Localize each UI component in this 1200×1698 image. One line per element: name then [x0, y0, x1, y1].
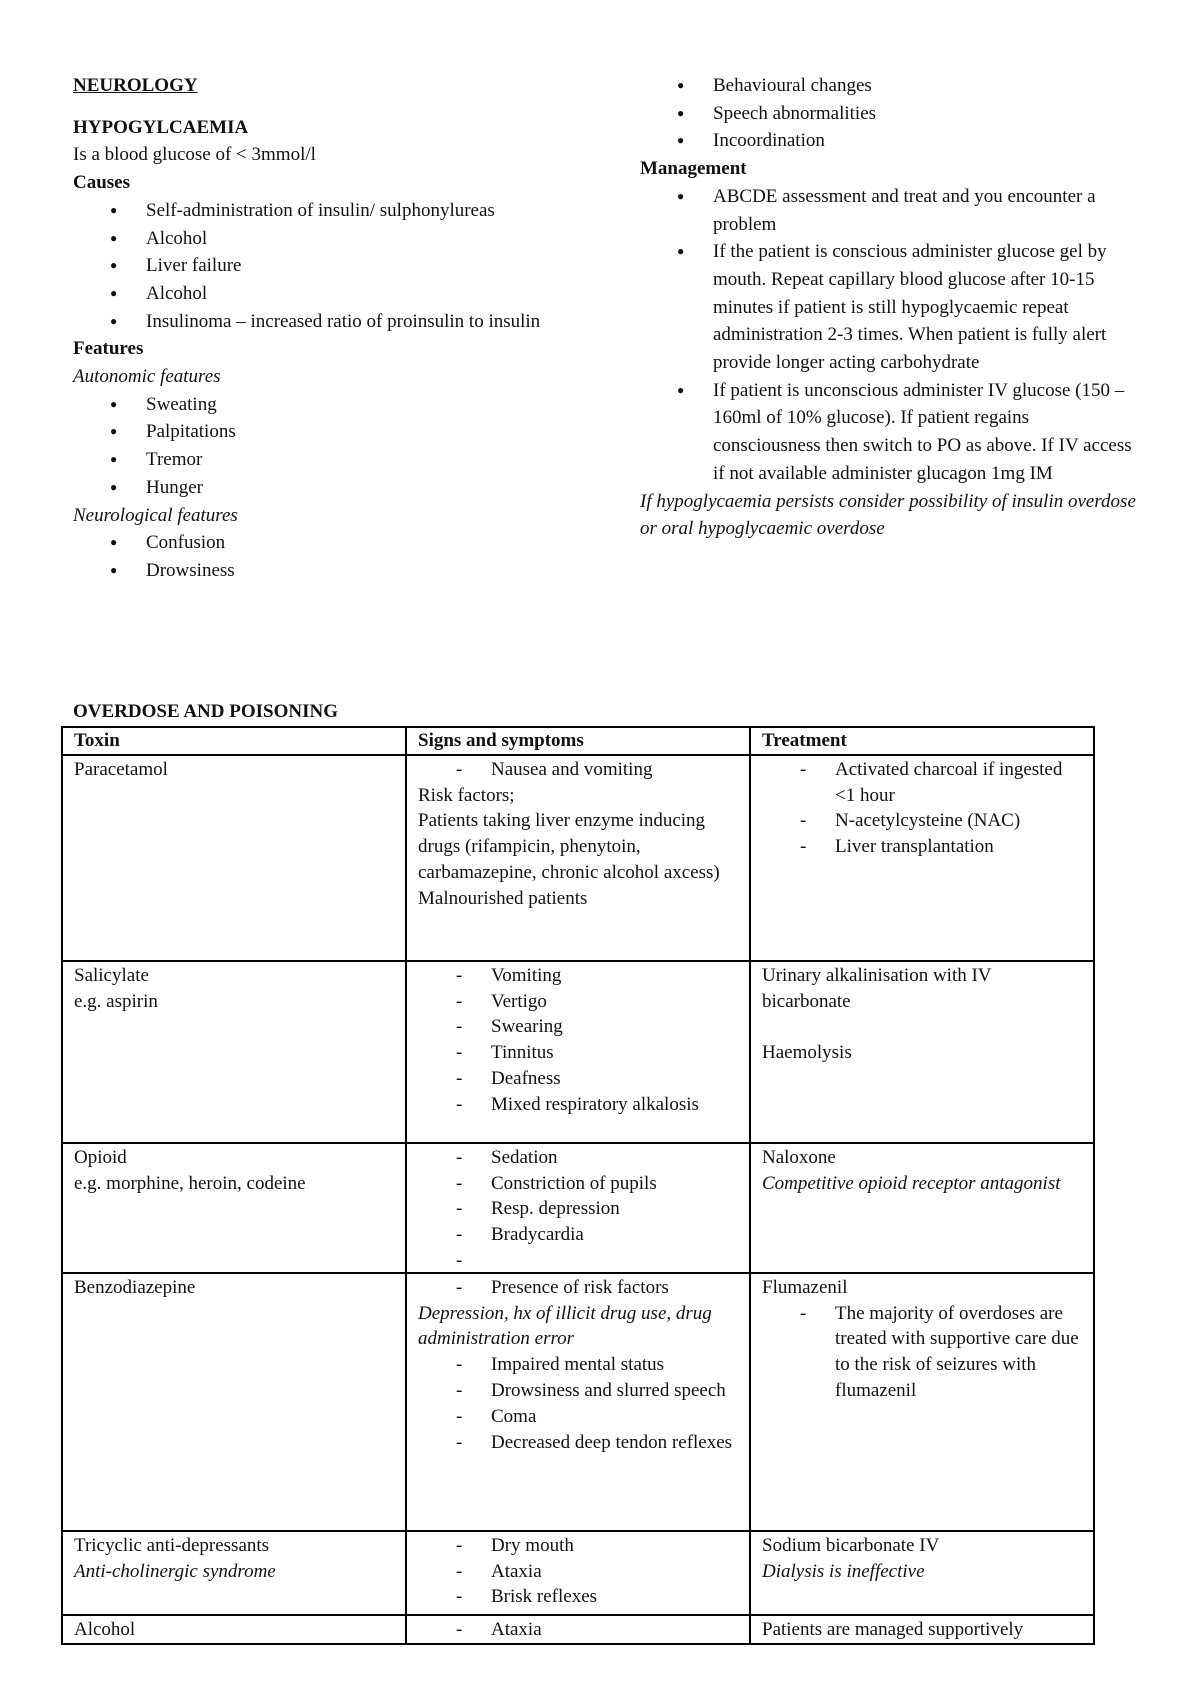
list-item: ● If patient is unconscious administer IV glucose (150 – 160ml of 10% glucose). If patient regains consciousness then switch to PO as above. If IV access if not available administer glucagon 1mg IM [640, 377, 1140, 488]
treatment-cell [750, 755, 1094, 961]
table-row [62, 1531, 1094, 1615]
signs-cell [406, 961, 750, 1143]
list-item: - Vertigo [418, 989, 739, 1015]
features-label: Features [73, 338, 144, 360]
list-item: - Constriction of pupils [418, 1171, 739, 1197]
causes-list [73, 197, 573, 336]
left-column [73, 72, 573, 585]
list-item: - Dry mouth [418, 1533, 739, 1559]
treatment-text: Naloxone [762, 1146, 836, 1168]
toxin-cell [62, 1531, 406, 1615]
list-item: - Drowsiness and slurred speech [418, 1378, 739, 1404]
list-item: ● Insulinoma – increased ratio of proinsulin to insulin [73, 308, 573, 336]
list-item: - Activated charcoal if ingested <1 hour [762, 757, 1083, 809]
toxin-cell [62, 755, 406, 961]
treatment-text: Haemolysis [762, 1042, 852, 1064]
toxin-cell [62, 961, 406, 1143]
treatment-note: Competitive opioid receptor antagonist [762, 1172, 1061, 1194]
list-item: - Bradycardia [418, 1222, 739, 1248]
list-item: ● If the patient is conscious administer glucose gel by mouth. Repeat capillary blood glucose after 10-15 minutes if patient is still hypoglycaemic repeat administration 2-3 times. When patient is fully alert provide longer acting carbohydrate [640, 238, 1140, 377]
section-heading-overdose: OVERDOSE AND POISONING [73, 701, 338, 722]
list-item: - Ataxia [418, 1559, 739, 1585]
treatment-text: Flumazenil [762, 1276, 848, 1298]
risk-note: Depression, hx of illicit drug use, drug administration error [418, 1302, 712, 1350]
list-item: - Liver transplantation [762, 834, 1083, 860]
autonomic-label: Autonomic features [73, 366, 221, 388]
section-heading-neurology: NEUROLOGY [73, 75, 198, 96]
signs-list [418, 1145, 739, 1267]
list-item: - Deafness [418, 1066, 739, 1092]
risk-label: Risk factors; [418, 784, 515, 806]
table-row [62, 1143, 1094, 1273]
toxin-cell [62, 1615, 406, 1644]
signs-list [418, 1533, 739, 1610]
list-item: ● Incoordination [640, 127, 1140, 155]
list-item: ● Self-administration of insulin/ sulphonylureas [73, 197, 573, 225]
list-item: - Resp. depression [418, 1196, 739, 1222]
treatment-text: Patients are managed supportively [762, 1619, 1024, 1641]
list-item: ● Liver failure [73, 252, 573, 280]
risk-text: Patients taking liver enzyme inducing drugs (rifampicin, phenytoin, carbamazepine, chronic alcohol axcess) [418, 810, 720, 883]
treatment-cell [750, 1273, 1094, 1531]
toxin-name: Opioid [74, 1146, 127, 1168]
toxin-cell [62, 1143, 406, 1273]
list-item: ● Alcohol [73, 225, 573, 253]
treatment-cell [750, 1143, 1094, 1273]
persistence-note: If hypoglycaemia persists consider possibility of insulin overdose or oral hypoglycaemic overdose [640, 490, 1136, 540]
treatment-cell [750, 1531, 1094, 1615]
list-item: ● Confusion [73, 529, 573, 557]
signs-list [418, 1617, 739, 1643]
toxin-name: Paracetamol [74, 758, 168, 780]
toxin-name: Alcohol [74, 1619, 136, 1641]
list-item: - Swearing [418, 1014, 739, 1040]
management-list [640, 183, 1140, 488]
treatment-list [762, 757, 1083, 860]
autonomic-list [73, 391, 573, 502]
signs-list [418, 963, 739, 1118]
signs-list [418, 757, 739, 783]
table-header-row [62, 727, 1094, 755]
signs-cell [406, 755, 750, 961]
list-item: - N-acetylcysteine (NAC) [762, 808, 1083, 834]
toxin-name: Tricyclic anti-depressants [74, 1534, 270, 1556]
list-item: - Mixed respiratory alkalosis [418, 1092, 739, 1118]
table-row [62, 961, 1094, 1143]
treatment-list [762, 1301, 1083, 1404]
list-item: - Impaired mental status [418, 1352, 739, 1378]
neuro-label: Neurological features [73, 504, 238, 526]
list-item: ● Alcohol [73, 280, 573, 308]
risk-text: Malnourished patients [418, 887, 588, 909]
treatment-text: Urinary alkalinisation with IV bicarbonate [762, 964, 992, 1012]
toxin-cell [62, 1273, 406, 1531]
list-item: ● Behavioural changes [640, 72, 1140, 100]
list-item [418, 1248, 739, 1267]
list-item: - Vomiting [418, 963, 739, 989]
overdose-table [61, 726, 1095, 1645]
list-item: ● Hunger [73, 474, 573, 502]
list-item: - Decreased deep tendon reflexes [418, 1430, 739, 1456]
list-item: - Presence of risk factors [418, 1275, 739, 1301]
toxin-name: Salicylate [74, 964, 149, 986]
toxin-syndrome: Anti-cholinergic syndrome [74, 1560, 276, 1582]
list-item: ● Tremor [73, 446, 573, 474]
neuro-list-left [73, 529, 573, 584]
table-row [62, 1273, 1094, 1531]
list-item: - Brisk reflexes [418, 1584, 739, 1610]
list-item: - Coma [418, 1404, 739, 1430]
list-item: - Tinnitus [418, 1040, 739, 1066]
signs-list [418, 1352, 739, 1455]
column-header-toxin: Toxin [62, 727, 406, 755]
signs-cell [406, 1143, 750, 1273]
signs-cell [406, 1531, 750, 1615]
list-item: ● Speech abnormalities [640, 100, 1140, 128]
table-row [62, 755, 1094, 961]
column-header-treatment: Treatment [750, 727, 1094, 755]
treatment-cell [750, 961, 1094, 1143]
list-item: - Sedation [418, 1145, 739, 1171]
toxin-example: e.g. aspirin [74, 990, 158, 1012]
signs-list [418, 1275, 739, 1301]
treatment-cell [750, 1615, 1094, 1644]
toxin-name: Benzodiazepine [74, 1276, 196, 1298]
treatment-note: Dialysis is ineffective [762, 1560, 925, 1582]
list-item: - The majority of overdoses are treated with supportive care due to the risk of seizures with flumazenil [762, 1301, 1083, 1404]
list-item: ● ABCDE assessment and treat and you encounter a problem [640, 183, 1140, 238]
management-label: Management [640, 158, 747, 180]
treatment-text: Sodium bicarbonate IV [762, 1534, 940, 1556]
toxin-example: e.g. morphine, heroin, codeine [74, 1172, 306, 1194]
list-item: ● Drowsiness [73, 557, 573, 585]
table-row [62, 1615, 1094, 1644]
definition: Is a blood glucose of < 3mmol/l [73, 144, 316, 166]
topic-title: HYPOGYLCAEMIA [73, 116, 249, 138]
column-header-signs: Signs and symptoms [406, 727, 750, 755]
causes-label: Causes [73, 172, 131, 194]
signs-cell [406, 1273, 750, 1531]
list-item: - Nausea and vomiting [418, 757, 739, 783]
neuro-list-right [640, 72, 1140, 155]
list-item: ● Sweating [73, 391, 573, 419]
list-item: ● Palpitations [73, 418, 573, 446]
list-item: - Ataxia [418, 1617, 739, 1643]
right-column [640, 72, 1140, 543]
signs-cell [406, 1615, 750, 1644]
